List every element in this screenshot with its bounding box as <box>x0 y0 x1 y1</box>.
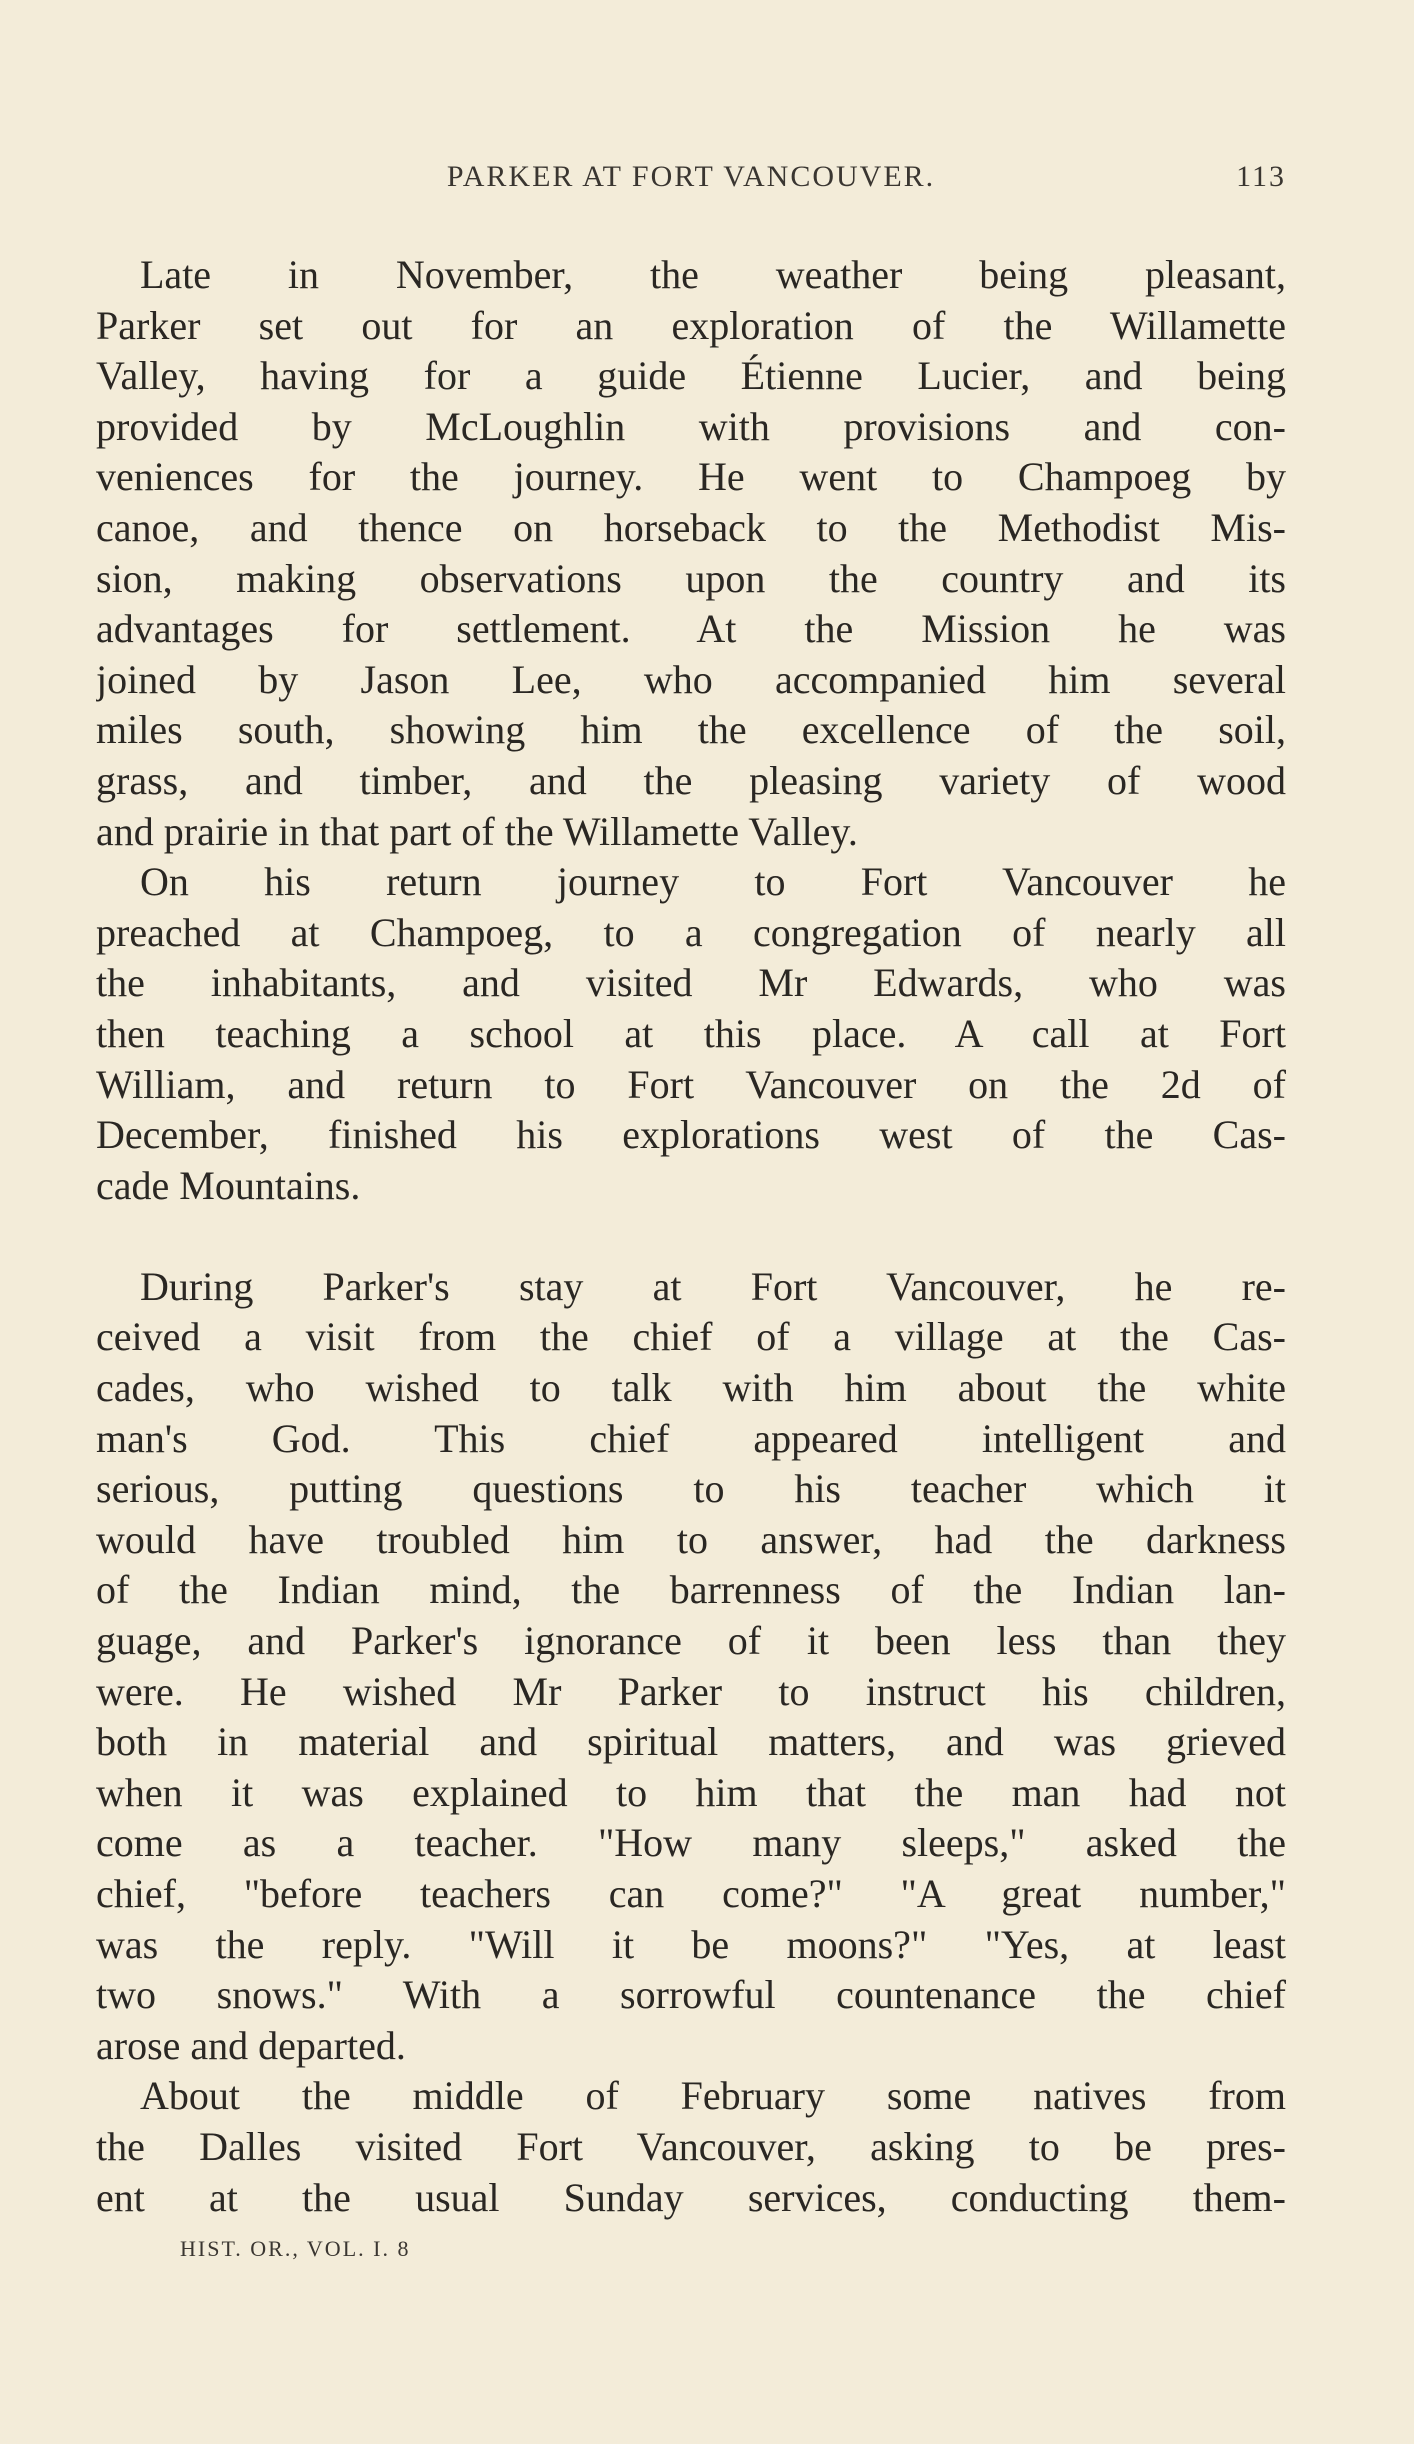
paragraph <box>96 857 1286 1211</box>
text-line: December, finished his explorations west of the Cas- <box>96 1112 1286 1158</box>
text-line: ent at the usual Sunday services, conducting them- <box>96 2174 1286 2220</box>
text-line: On his return journey to Fort Vancouver he <box>140 859 1286 905</box>
text-line: of the Indian mind, the barrenness of the Indian lan- <box>96 1567 1286 1613</box>
text-line: guage, and Parker's ignorance of it been less than they <box>96 1618 1286 1664</box>
text-line: man's God. This chief appeared intelligent and <box>96 1415 1286 1461</box>
text-line: miles south, showing him the excellence of the soil, <box>96 707 1286 753</box>
text-line: then teaching a school at this place. A call at Fort <box>96 1010 1286 1056</box>
text-line: cade Mountains. <box>96 1162 361 1208</box>
running-head <box>96 160 1286 200</box>
text-line: sion, making observations upon the country and its <box>96 555 1286 601</box>
text-line: Late in November, the weather being pleasant, <box>140 252 1286 297</box>
text-line: Parker set out for an exploration of the Willamette <box>96 302 1286 348</box>
text-line: grass, and timber, and the pleasing variety of wood <box>96 757 1286 803</box>
text-line: ceived a visit from the chief of a village at the Cas- <box>96 1314 1286 1360</box>
text-line: provided by McLoughlin with provisions and con- <box>96 403 1286 449</box>
paragraph <box>96 1262 1286 2072</box>
text-line: both in material and spiritual matters, and was grieved <box>96 1719 1286 1765</box>
text-line: serious, putting questions to his teacher which it <box>96 1466 1286 1512</box>
text-line: About the middle of February some natives from <box>140 2073 1286 2119</box>
text-line: the Dalles visited Fort Vancouver, asking to be pres- <box>96 2123 1286 2169</box>
body-text <box>96 250 1286 2223</box>
text-line: During Parker's stay at Fort Vancouver, he re- <box>140 1263 1286 1309</box>
text-line: chief, "before teachers can come?" "A great number," <box>96 1871 1286 1916</box>
paragraph <box>96 2071 1286 2223</box>
text-line: the inhabitants, and visited Mr Edwards, who was <box>96 960 1286 1006</box>
signature-mark: HIST. OR., VOL. I. 8 <box>180 2236 411 2261</box>
text-line: canoe, and thence on horseback to the Methodist Mis- <box>96 504 1286 550</box>
running-title: PARKER AT FORT VANCOUVER. <box>446 160 936 193</box>
text-line: were. He wished Mr Parker to instruct his children, <box>96 1668 1286 1714</box>
text-line: William, and return to Fort Vancouver on the 2d of <box>96 1061 1286 1107</box>
text-line: when it was explained to him that the man had not <box>96 1769 1286 1815</box>
text-line: two snows." With a sorrowful countenance the chief <box>96 1972 1286 2018</box>
text-line: joined by Jason Lee, who accompanied him several <box>96 656 1286 702</box>
text-line: come as a teacher. "How many sleeps," asked the <box>96 1820 1286 1866</box>
text-line: Valley, having for a guide Étienne Lucier, and being <box>96 353 1286 399</box>
text-line: veniences for the journey. He went to Champoeg by <box>96 454 1286 500</box>
text-line: advantages for settlement. At the Mission he was <box>96 606 1286 652</box>
page-number: 113 <box>1236 160 1286 193</box>
text-line: was the reply. "Will it be moons?" "Yes, at least <box>96 1921 1286 1967</box>
text-line: arose and departed. <box>96 2022 406 2068</box>
text-line: preached at Champoeg, to a congregation of nearly all <box>96 909 1286 955</box>
paragraph <box>96 250 1286 857</box>
paragraph-gap <box>96 1211 1286 1262</box>
text-line: would have troubled him to answer, had the darkness <box>96 1516 1286 1562</box>
text-line: and prairie in that part of the Willamette Valley. <box>96 808 858 854</box>
text-line: cades, who wished to talk with him about the white <box>96 1365 1286 1411</box>
